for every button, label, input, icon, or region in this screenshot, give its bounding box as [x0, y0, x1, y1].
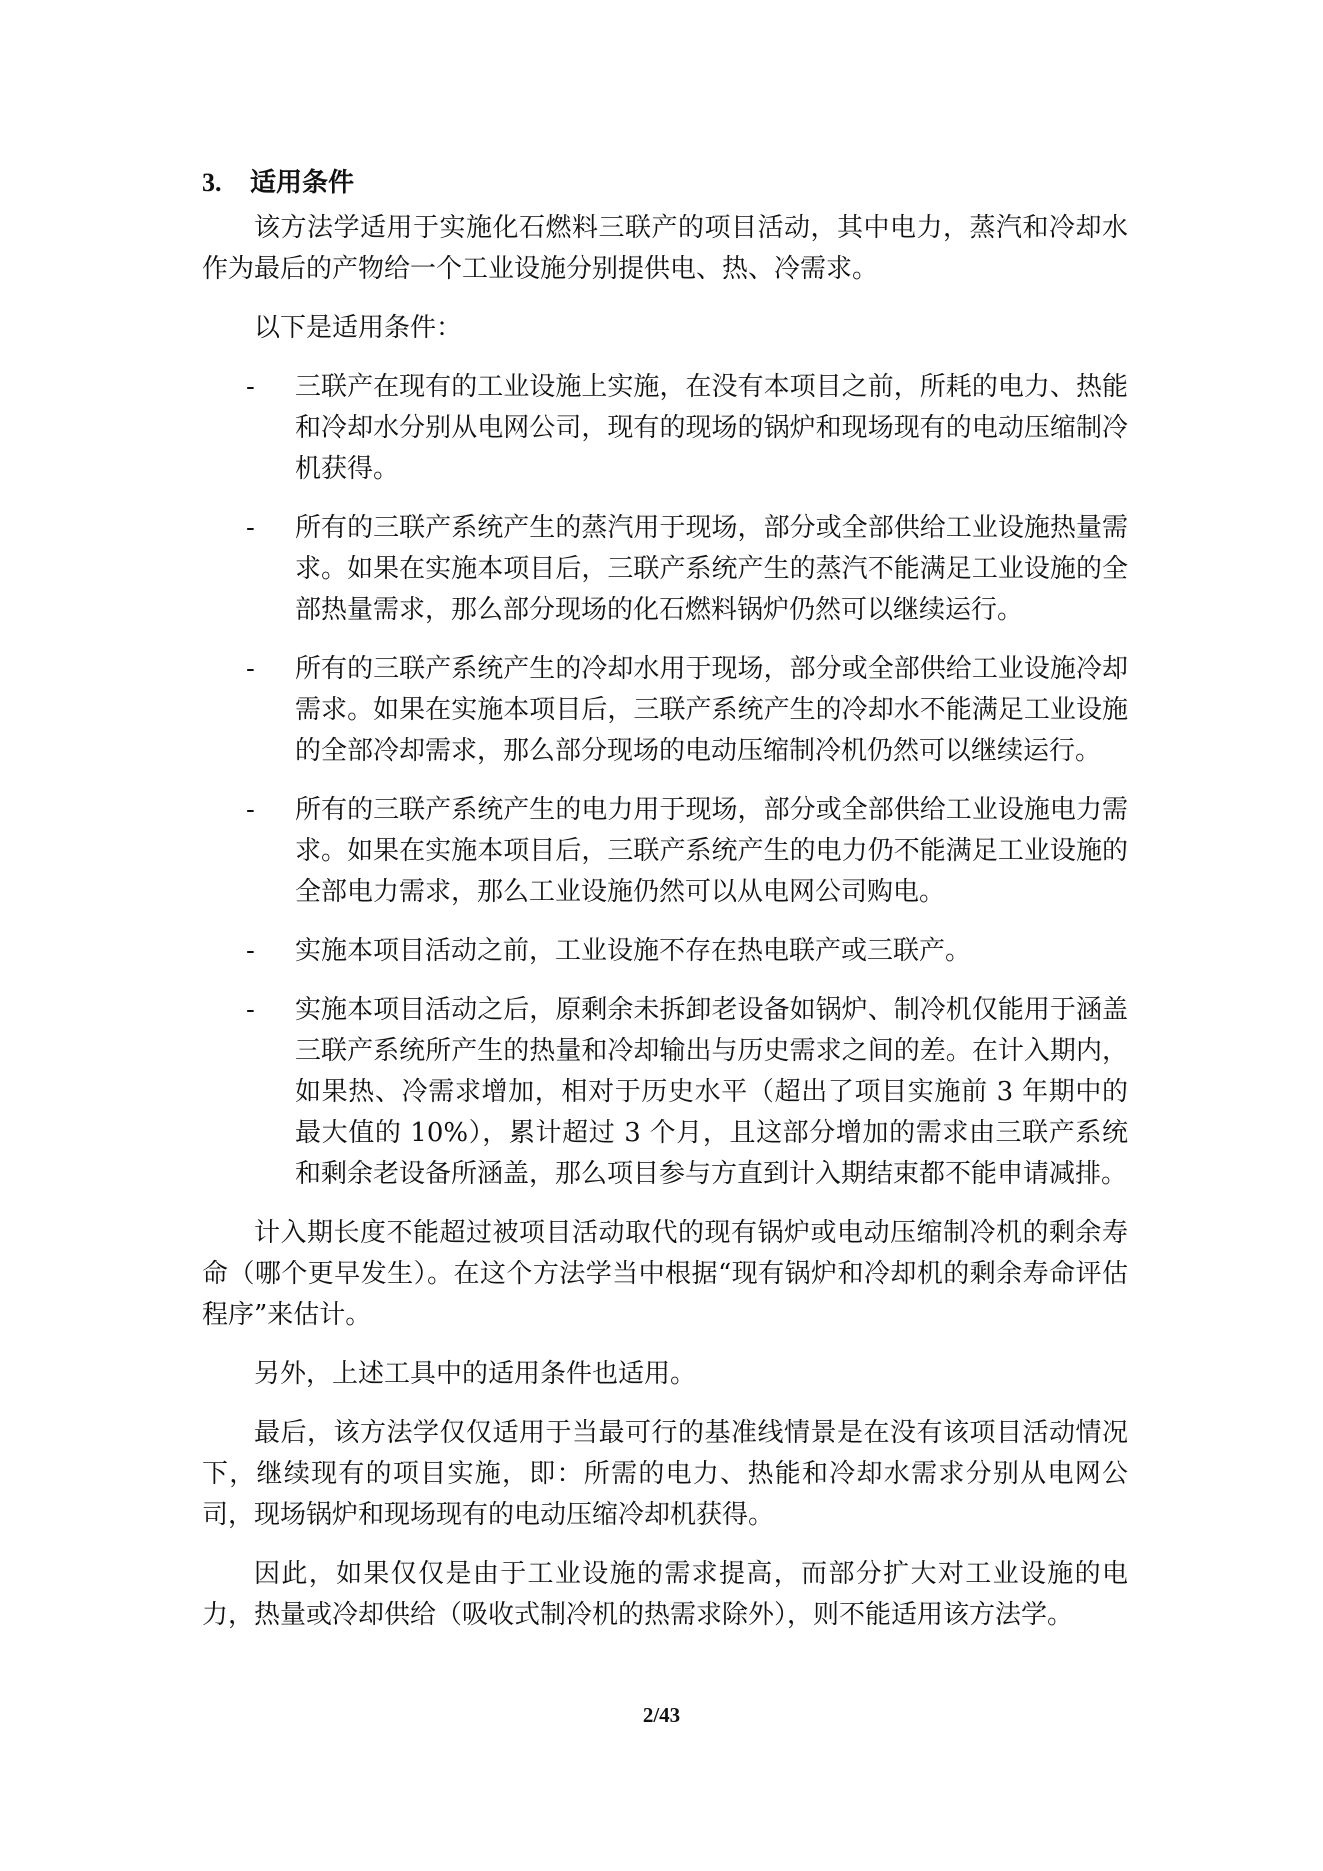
section-number: 3.: [202, 168, 222, 197]
bullet-dash: -: [246, 654, 255, 684]
bullet-dash: -: [246, 795, 255, 825]
condition-text: 三联产在现有的工业设施上实施，在没有本项目之前，所耗的电力、热能和冷却水分别从电网公司，现有的现场的锅炉和现场现有的电动压缩制冷机获得。: [295, 372, 1128, 484]
conditions-lead: 以下是适用条件：: [254, 313, 463, 343]
section-heading: [202, 162, 1128, 204]
section-title: 适用条件: [250, 168, 355, 198]
condition-item: [202, 367, 1128, 490]
condition-item: [202, 790, 1128, 913]
body-paragraph: 另外，上述工具中的适用条件也适用。: [254, 1359, 697, 1389]
page-content: [202, 162, 1128, 1654]
condition-item: [202, 508, 1128, 631]
condition-item: [202, 931, 1128, 972]
condition-text: 实施本项目活动之前，工业设施不存在热电联产或三联产。: [295, 936, 972, 966]
condition-text: 实施本项目活动之后，原剩余未拆卸老设备如锅炉、制冷机仅能用于涵盖三联产系统所产生的热量和冷却输出与历史需求之间的差。在计入期内，如果热、冷需求增加，相对于历史水平（超出了项目实施前 3 年期中的最大值的 10%），累计超过 3 个月，且这部分增加的需求由三联产系统和剩余老设备所涵盖，那么项目参与方直到计入期结束都不能申请减排。: [295, 995, 1128, 1189]
condition-text: 所有的三联产系统产生的电力用于现场，部分或全部供给工业设施电力需求。如果在实施本项目后，三联产系统产生的电力仍不能满足工业设施的全部电力需求，那么工业设施仍然可以从电网公司购电。: [295, 795, 1128, 907]
body-paragraph: 计入期长度不能超过被项目活动取代的现有锅炉或电动压缩制冷机的剩余寿命（哪个更早发生）。在这个方法学当中根据“现有锅炉和冷却机的剩余寿命评估程序”来估计。: [202, 1218, 1128, 1330]
condition-item: [202, 990, 1128, 1195]
condition-text: 所有的三联产系统产生的蒸汽用于现场，部分或全部供给工业设施热量需求。如果在实施本项目后，三联产系统产生的蒸汽不能满足工业设施的全部热量需求，那么部分现场的化石燃料锅炉仍然可以继续运行。: [295, 513, 1128, 625]
body-paragraph: 最后，该方法学仅仅适用于当最可行的基准线情景是在没有该项目活动情况下，继续现有的项目实施，即：所需的电力、热能和冷却水需求分别从电网公司，现场锅炉和现场现有的电动压缩冷却机获得。: [202, 1418, 1128, 1530]
bullet-dash: -: [246, 372, 255, 402]
bullet-dash: -: [246, 513, 255, 543]
bullet-dash: -: [246, 936, 255, 966]
conditions-list: [202, 367, 1128, 1195]
condition-text: 所有的三联产系统产生的冷却水用于现场，部分或全部供给工业设施冷却需求。如果在实施本项目后，三联产系统产生的冷却水不能满足工业设施的全部冷却需求，那么部分现场的电动压缩制冷机仍然可以继续运行。: [295, 654, 1128, 766]
intro-paragraph: 该方法学适用于实施化石燃料三联产的项目活动，其中电力，蒸汽和冷却水作为最后的产物给一个工业设施分别提供电、热、冷需求。: [202, 213, 1128, 284]
bullet-dash: -: [246, 995, 255, 1025]
condition-item: [202, 649, 1128, 772]
page-number: 2/43: [642, 1703, 681, 1727]
body-paragraph: 因此，如果仅仅是由于工业设施的需求提高，而部分扩大对工业设施的电力，热量或冷却供给（吸收式制冷机的热需求除外），则不能适用该方法学。: [202, 1559, 1128, 1630]
